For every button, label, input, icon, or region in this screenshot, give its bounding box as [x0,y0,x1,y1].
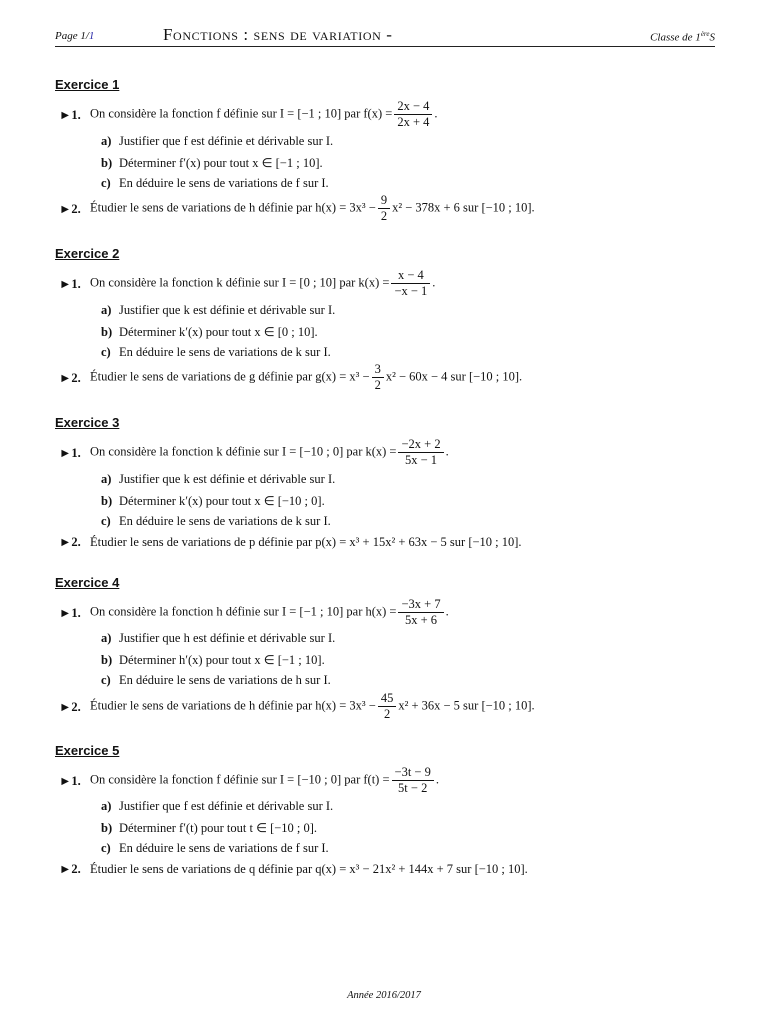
fraction-numerator: 9 [378,193,390,209]
sub-label: b) [101,156,113,170]
question-number: ►1. [59,108,81,122]
sub-label: b) [101,325,113,339]
sub-label: a) [101,472,112,486]
question-text: On considère la fonction h définie sur I = [−1 ; 10] par h(x) = [90,604,397,619]
sub-question-c [101,345,331,360]
fraction [372,362,384,393]
sub-text: Déterminer f′(x) pour tout x ∈ [−1 ; 10]. [119,156,323,170]
sub-text: En déduire le sens de variations de f sur I. [119,841,329,855]
exercise-title: Exercice 1 [55,77,120,92]
page-total-link[interactable]: 1 [88,30,95,42]
sub-text: Justifier que f est définie et dérivable sur I. [119,799,334,813]
fraction-numerator: −2x + 2 [398,437,443,453]
question-number: ►2. [59,371,81,385]
question-number: ►1. [59,277,81,291]
sub-question-c [101,176,329,191]
sub-label: c) [101,176,111,190]
sub-text: En déduire le sens de variations de k sur I. [119,345,331,359]
fraction-numerator: 45 [378,691,397,707]
class-label [650,30,715,44]
exercise-title: Exercice 5 [55,743,120,758]
question-text: Étudier le sens de variations de h définie par h(x) = 3x³ − [90,698,376,713]
sub-label: c) [101,673,111,687]
question-text: x² − 60x − 4 sur [−10 ; 10]. [385,369,523,384]
sub-question-b [101,820,318,836]
question-1: On considère la fonction k définie sur I = [0 ; 10] par k(x) = $\frac{x - 4}{-x - 1}$ . [90,268,436,298]
question-1: On considère la fonction h définie sur I = [−1 ; 10] par h(x) = $\frac{-3x + 7}{5x + 6}$ . [90,597,449,627]
sub-question-b [101,493,325,509]
question-1: On considère la fonction f définie sur I = [−1 ; 10] par f(x) = $\frac{2x - 4}{2x + 4}$ . [90,99,438,129]
sub-question-a [101,472,336,487]
sub-text: Déterminer k′(x) pour tout x ∈ [0 ; 10]. [119,325,318,339]
question-text: x² − 378x + 6 sur [−10 ; 10]. [392,200,535,215]
sub-question-c [101,841,329,856]
class-sup: ère [700,30,710,38]
sub-label: b) [101,653,113,667]
fraction-denominator: 2 [380,209,388,223]
sub-text: Justifier que k est définie et dérivable sur I. [119,472,336,486]
class-prefix: Classe de 1 [650,31,701,44]
question-text: x² + 36x − 5 sur [−10 ; 10]. [398,698,535,713]
question-1: On considère la fonction f définie sur I = [−10 ; 0] par f(t) = $\frac{-3t - 9}{5t - 2}$ . [90,765,439,795]
fraction-denominator: 2 [383,707,391,721]
fraction-denominator: 2x + 4 [397,115,430,129]
question-number: ►2. [59,700,81,714]
sub-question-c [101,514,331,529]
fraction-denominator: 5x − 1 [405,453,438,467]
question-text: Étudier le sens de variations de q définie par q(x) = x³ − 21x² + 144x + 7 sur [−10 ; 10]. [90,862,528,876]
sub-text: Justifier que f est définie et dérivable sur I. [119,134,334,148]
fraction [394,99,432,130]
fraction-numerator: x − 4 [391,268,430,284]
fraction-numerator: 3 [372,362,384,378]
sub-text: En déduire le sens de variations de h sur I. [119,673,331,687]
question-text: Étudier le sens de variations de p définie par p(x) = x³ + 15x² + 63x − 5 sur [−10 ; 10]. [90,535,522,549]
sub-label: c) [101,841,111,855]
question-2 [90,691,535,722]
page-header [55,24,715,47]
sub-label: c) [101,514,111,528]
question-number: ►1. [59,446,81,460]
fraction-denominator: 5x + 6 [405,613,438,627]
question-text: On considère la fonction f définie sur I = [−1 ; 10] par f(x) = [90,106,393,121]
sub-question-a [101,134,334,149]
fraction [378,691,397,722]
question-text: On considère la fonction k définie sur I = [−10 ; 0] par k(x) = [90,444,397,459]
sub-label: a) [101,303,112,317]
question-number: ►1. [59,606,81,620]
fraction [398,437,443,468]
sub-question-b [101,155,323,171]
sub-text: Justifier que h est définie et dérivable sur I. [119,631,336,645]
sub-label: b) [101,821,113,835]
question-2 [90,862,528,877]
sub-question-b [101,324,318,340]
fraction-denominator: 2 [374,378,381,392]
sub-question-a [101,799,334,814]
fraction-numerator: 2x − 4 [394,99,432,115]
question-text: Étudier le sens de variations de h définie par h(x) = 3x³ − [90,200,376,215]
sub-question-a [101,631,336,646]
fraction [392,765,434,796]
sub-text: Déterminer f′(t) pour tout t ∈ [−10 ; 0]. [119,821,318,835]
sub-text: Déterminer h′(x) pour tout x ∈ [−1 ; 10]. [119,653,325,667]
sub-text: Justifier que k est définie et dérivable sur I. [119,303,336,317]
document-title: Fonctions : sens de variation - [163,25,393,44]
fraction-numerator: −3x + 7 [398,597,443,613]
sub-question-a [101,303,336,318]
question-2 [90,193,535,224]
question-number: ►2. [59,202,81,216]
exercise-title: Exercice 2 [55,246,120,261]
sub-label: a) [101,631,112,645]
exercise-title: Exercice 3 [55,415,120,430]
question-number: ►1. [59,774,81,788]
question-text: Étudier le sens de variations de g définie par g(x) = x³ − [90,369,370,384]
class-suffix: S [709,31,715,44]
page-indicator [55,30,94,42]
fraction [398,597,443,628]
question-text: On considère la fonction f définie sur I = [−10 ; 0] par f(t) = [90,772,390,787]
question-number: ►2. [59,862,81,876]
fraction [391,268,430,299]
question-2 [90,535,522,550]
sub-text: En déduire le sens de variations de k sur I. [119,514,331,528]
page-footer: Année 2016/2017 [347,990,421,1001]
sub-label: a) [101,799,112,813]
sub-label: b) [101,494,113,508]
exercise-title: Exercice 4 [55,575,120,590]
question-text: On considère la fonction k définie sur I = [0 ; 10] par k(x) = [90,275,390,290]
sub-label: c) [101,345,111,359]
sub-question-b [101,652,325,668]
question-2 [90,362,522,393]
question-1: On considère la fonction k définie sur I = [−10 ; 0] par k(x) = $\frac{-2x + 2}{5x - 1}$ . [90,437,449,467]
fraction [378,193,390,224]
sub-question-c [101,673,331,688]
fraction-denominator: 5t − 2 [398,781,428,795]
fraction-numerator: −3t − 9 [392,765,434,781]
sub-label: a) [101,134,112,148]
page-prefix: Page 1/ [55,30,89,42]
fraction-denominator: −x − 1 [394,284,428,298]
question-number: ►2. [59,535,81,549]
sub-text: En déduire le sens de variations de f sur I. [119,176,329,190]
sub-text: Déterminer k′(x) pour tout x ∈ [−10 ; 0]. [119,494,325,508]
